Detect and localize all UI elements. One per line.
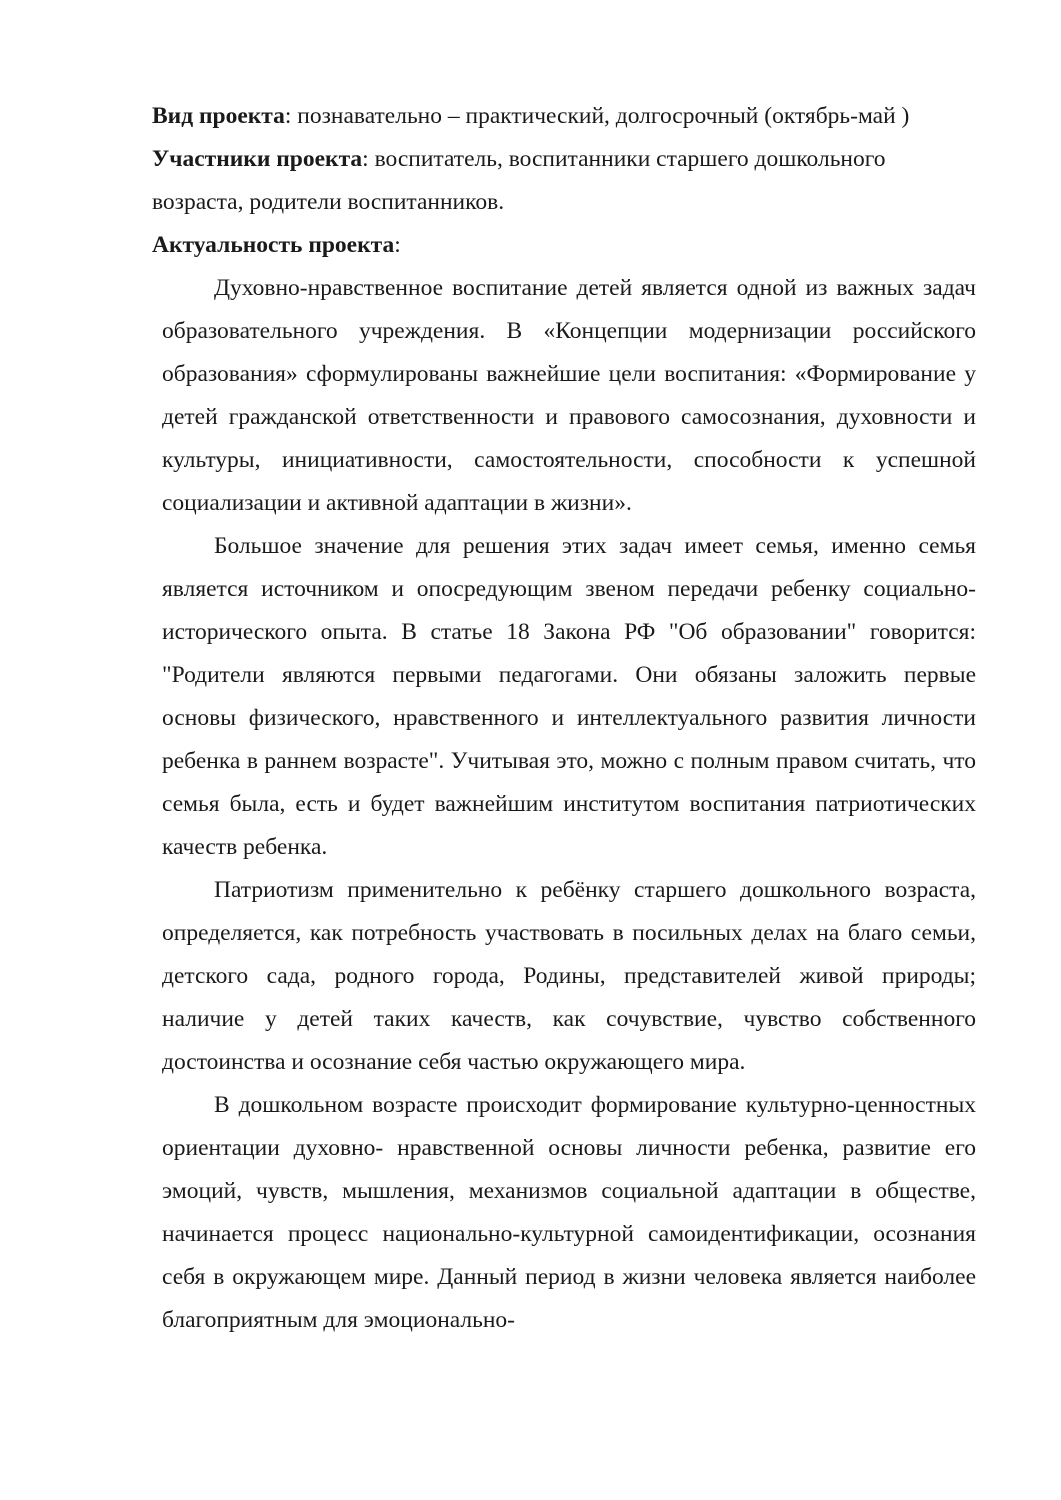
project-type-label: Вид проекта xyxy=(152,103,285,129)
participants-line xyxy=(152,138,982,224)
participants-value: : воспитатель, воспитанники старшего дошкольного возраста, родители воспитанников. xyxy=(152,146,886,215)
project-type-value: : познавательно – практический, долгосрочный (октябрь-май ) xyxy=(284,103,910,129)
relevance-heading xyxy=(152,224,982,267)
paragraph-spiritual-education: Духовно-нравственное воспитание детей является одной из важных задач образовательного учреждения. В «Концепции модернизации российского образования» сформулированы важнейшие цели воспитания: «Формирование у детей гражданской ответственности и правового самосознания, духовности и культуры, инициативности, самостоятельности, способности к успешной социализации и активной адаптации в жизни». xyxy=(162,275,976,516)
relevance-label: Актуальность проекта xyxy=(152,232,395,258)
participants-label: Участники проекта xyxy=(152,146,363,172)
project-type-line xyxy=(152,95,982,138)
paragraph-preschool-age: В дошкольном возрасте происходит формирование культурно-ценностных ориентации духовно- нравственной основы личности ребенка, развитие его эмоций, чувств, мышления, механизмов социальной адаптации в обществе, начинается процесс национально-культурной самоидентификации, осознания себя в окружающем мире. Данный период в жизни человека является наиболее благоприятным для эмоционально- xyxy=(162,1092,976,1333)
paragraph-patriotism: Патриотизм применительно к ребёнку старшего дошкольного возраста, определяется, как потребность участвовать в посильных делах на благо семьи, детского сада, родного города, Родины, представителей живой природы; наличие у детей таких качеств, как сочувствие, чувство собственного достоинства и осознание себя частью окружающего мира. xyxy=(162,877,976,1075)
relevance-body xyxy=(162,267,976,1342)
relevance-colon: : xyxy=(394,232,401,258)
paragraph-family-role: Большое значение для решения этих задач имеет семья, именно семья является источником и опосредующим звеном передачи ребенку социально-исторического опыта. В статье 18 Закона РФ "Об образовании" говорится: "Родители являются первыми педагогами. Они обязаны заложить первые основы физического, нравственного и интеллектуального развития личности ребенка в раннем возрасте". Учитывая это, можно с полным правом считать, что семья была, есть и будет важнейшим институтом воспитания патриотических качеств ребенка. xyxy=(162,533,976,860)
